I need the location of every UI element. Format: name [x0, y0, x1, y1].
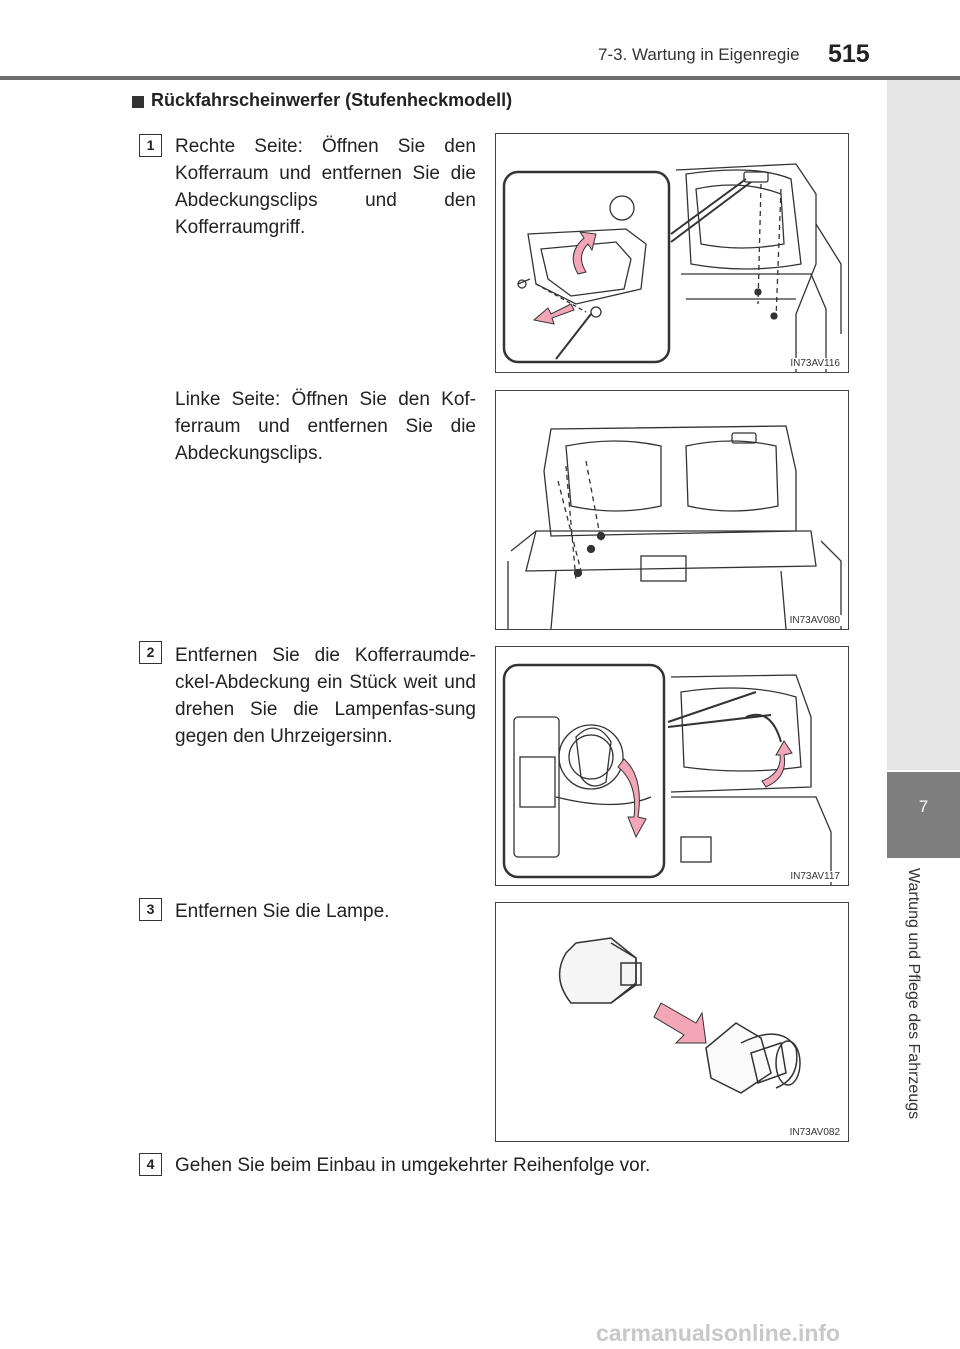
trunk-right-illustration [496, 134, 848, 372]
lamp-socket-illustration [496, 647, 848, 885]
step-2-text: Entfernen Sie die Kofferraumde-ckel-Abdeckung ein Stück weit und drehen Sie die Lampenfas-sung gegen den Uhrzeigersinn. [175, 645, 476, 747]
figure-code: IN73AV080 [789, 615, 840, 626]
running-header-section: 7-3. Wartung in Eigenregie [598, 45, 800, 64]
section-bullet-icon [132, 96, 144, 108]
step-number-3: 3 [139, 898, 162, 921]
section-title: Rückfahrscheinwerfer (Stufenheckmodell) [151, 90, 513, 110]
figure-code: IN73AV116 [790, 358, 840, 369]
figure-lamp-socket [495, 646, 849, 886]
side-bar [887, 80, 960, 770]
figure-trunk-right-side [495, 133, 849, 373]
figure-code: IN73AV117 [790, 871, 840, 882]
step-1-text-left: Linke Seite: Öffnen Sie den Kof-ferraum und entfernen Sie die Abdeckungsclips. [175, 389, 476, 464]
chapter-number: 7 [918, 797, 929, 816]
step-1-text-right: Rechte Seite: Öffnen Sie den Kofferraum und entfernen Sie die Abdeckungsclips und den Kofferraumgriff. [175, 136, 476, 238]
figure-code: IN73AV082 [789, 1127, 840, 1138]
step-number-2: 2 [139, 641, 162, 664]
step-number-1: 1 [139, 134, 162, 157]
step-4-text: Gehen Sie beim Einbau in umgekehrter Reihenfolge vor. [175, 1155, 651, 1176]
step-number-4: 4 [139, 1153, 162, 1176]
page-number: 515 [828, 40, 870, 68]
step-3-text: Entfernen Sie die Lampe. [175, 901, 390, 922]
figure-trunk-left-side [495, 390, 849, 630]
chapter-title: Wartung und Pflege des Fahrzeugs [905, 868, 922, 1120]
header-rule [0, 76, 960, 80]
trunk-left-illustration [496, 391, 848, 629]
footer-watermark: carmanualsonline.info [596, 1320, 841, 1346]
bulb-removal-illustration [496, 903, 848, 1141]
figure-bulb-removal [495, 902, 849, 1142]
